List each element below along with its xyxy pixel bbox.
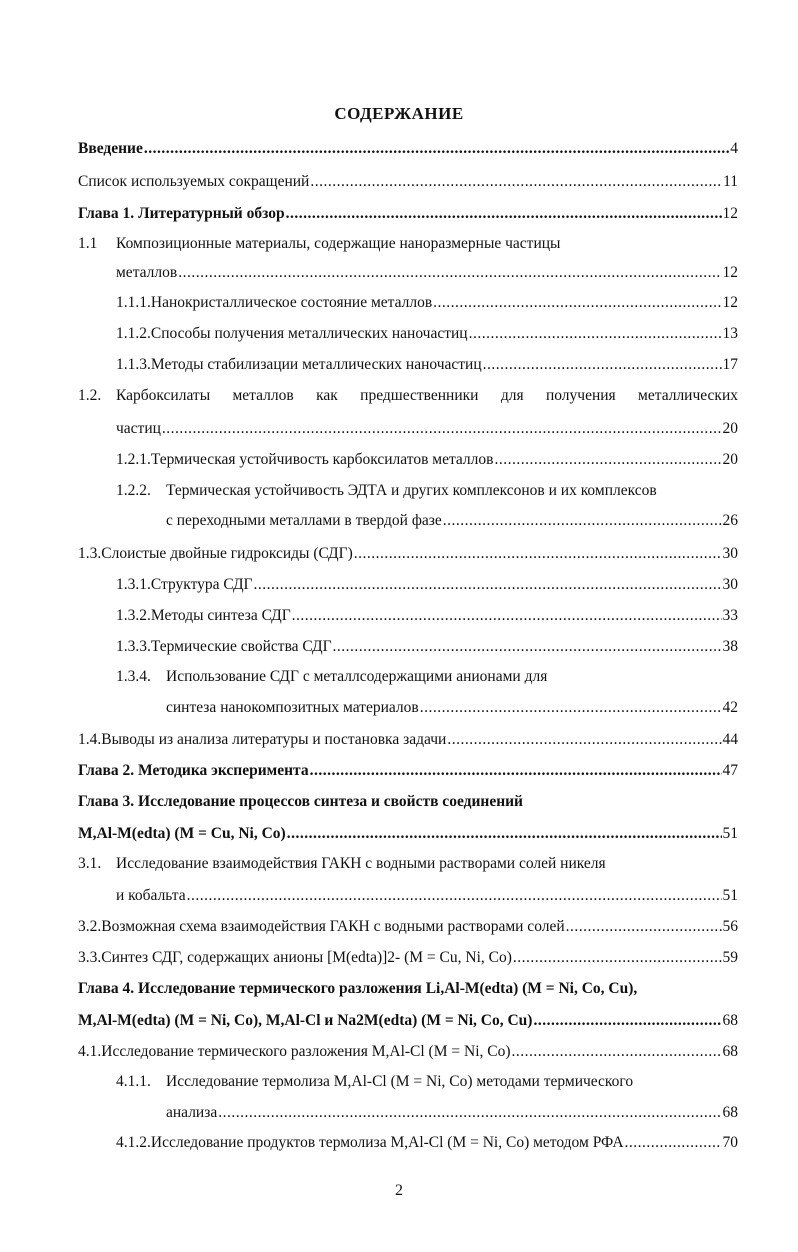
toc-entry[interactable] [78, 233, 738, 255]
toc-entry[interactable] [116, 480, 738, 502]
toc-entry[interactable] [78, 138, 738, 160]
dot-leader [310, 171, 722, 193]
toc-entry-number: 3.1. [78, 855, 102, 872]
toc-entry-page: 70 [722, 1134, 738, 1151]
toc-entry-number: 1.2. [78, 387, 102, 404]
toc-entry[interactable] [78, 203, 738, 225]
dot-leader [178, 262, 721, 284]
toc-entry[interactable] [78, 729, 738, 751]
toc-entry-title: Исследование взаимодействия ГАКН с водными растворами солей никеля [116, 855, 606, 872]
toc-entry[interactable] [78, 916, 738, 938]
toc-entry-number: 1.2.2. [116, 482, 151, 499]
toc-entry-page: 68 [722, 1104, 738, 1121]
dot-leader [162, 418, 722, 440]
dot-leader [483, 354, 722, 376]
toc-entry-number: 1.2.1. [116, 451, 151, 468]
toc-entry[interactable] [78, 760, 738, 782]
dot-leader [443, 510, 722, 532]
page-title: СОДЕРЖАНИЕ [334, 104, 464, 123]
toc-entry-continuation[interactable] [78, 823, 738, 845]
dot-leader [333, 636, 722, 658]
toc-entry-number: 1.1.2. [116, 325, 151, 342]
toc-entry[interactable] [116, 1071, 738, 1093]
toc-entry-page: 44 [722, 731, 738, 748]
toc-entry[interactable] [78, 385, 738, 407]
toc-entry[interactable] [78, 171, 738, 193]
toc-entry-title: Карбоксилаты металлов как предшественники для получения металлических [116, 387, 738, 404]
toc-entry-page: 12 [722, 264, 738, 281]
toc-entry-page: 4 [730, 140, 738, 157]
toc-entry-number: 1.1 [78, 235, 98, 252]
toc-entry-page: 30 [722, 576, 738, 593]
toc-entry-number: 1.3.1. [116, 576, 151, 593]
toc-entry-number: 4.1.2. [116, 1134, 151, 1151]
toc-entry[interactable] [116, 292, 738, 314]
toc-entry[interactable] [116, 354, 738, 376]
toc-entry-number: 1.3.3. [116, 638, 151, 655]
toc-entry-page: 51 [722, 825, 738, 842]
dot-leader [420, 697, 722, 719]
toc-entry-continuation[interactable] [166, 1102, 738, 1124]
dot-leader [447, 729, 721, 751]
toc-entry[interactable] [116, 636, 738, 658]
dot-leader [218, 1102, 721, 1124]
toc-entry-title: Методы стабилизации металлических наночастиц [150, 356, 482, 373]
toc-entry-page: 12 [722, 294, 738, 311]
dot-leader [533, 1010, 721, 1032]
toc-entry[interactable] [78, 853, 738, 875]
toc-entry-title: Список используемых сокращений [78, 173, 310, 190]
toc-entry-title: Исследование продуктов термолиза M,Al-Cl (M = Ni, Co) методом РФА [150, 1134, 624, 1151]
dot-leader [433, 292, 721, 314]
toc-entry-title: Композиционные материалы, содержащие наноразмерные частицы [116, 235, 561, 252]
toc-entry-title: металлов [116, 264, 178, 281]
toc-entry-page: 56 [722, 918, 738, 935]
toc-entry-page: 42 [722, 699, 738, 716]
toc-entry-number: 3.2. [78, 918, 102, 935]
toc-entry-title: Исследование термолиза M,Al-Cl (M = Ni, Co) методами термического [166, 1073, 634, 1090]
toc-entry-title: Термические свойства СДГ [150, 638, 332, 655]
toc-entry-title: Термическая устойчивость ЭДТА и других комплексонов и их комплексов [166, 482, 657, 499]
page-number: 2 [395, 1182, 403, 1199]
toc-entry-continuation[interactable] [116, 418, 738, 440]
toc-entry-title: Слоистые двойные гидроксиды (СДГ) [101, 545, 353, 562]
toc-entry-title: Глава 3. Исследование процессов синтеза и свойств соединений [78, 793, 523, 810]
toc-entry-page: 33 [722, 607, 738, 624]
toc-entry-page: 68 [722, 1043, 738, 1060]
toc-entry[interactable] [78, 978, 738, 1000]
toc-entry-page: 20 [722, 420, 738, 437]
toc-entry-page: 51 [722, 887, 738, 904]
toc-entry-title: Выводы из анализа литературы и постановка задачи [101, 731, 447, 748]
toc-entry-page: 30 [722, 545, 738, 562]
toc-entry-number: 1.4. [78, 731, 102, 748]
toc-entry-title: частиц [116, 420, 161, 437]
toc-entry[interactable] [116, 1132, 738, 1154]
dot-leader [292, 605, 722, 627]
dot-leader [469, 323, 722, 345]
toc-entry-title: с переходными металлами в твердой фазе [166, 512, 442, 529]
dot-leader [513, 947, 722, 969]
toc-entry-page: 17 [722, 356, 738, 373]
toc-entry-number: 1.3. [78, 545, 102, 562]
toc-entry[interactable] [78, 791, 738, 813]
toc-entry-page: 59 [722, 949, 738, 966]
toc-entry-continuation[interactable] [116, 885, 738, 907]
toc-entry-continuation[interactable] [166, 697, 738, 719]
dot-leader [354, 543, 722, 565]
toc-entry[interactable] [116, 666, 738, 688]
toc-entry-continuation[interactable] [78, 1010, 738, 1032]
dot-leader [286, 203, 722, 225]
toc-entry-page: 12 [722, 205, 738, 222]
toc-entry-number: 4.1.1. [116, 1073, 151, 1090]
toc-entry-page: 38 [722, 638, 738, 655]
dot-leader [144, 138, 729, 160]
toc-entry-continuation[interactable] [116, 262, 738, 284]
toc-entry-page: 13 [722, 325, 738, 342]
dot-leader [287, 823, 722, 845]
toc-entry-title: Введение [78, 140, 143, 157]
toc-entry-title: и кобальта [116, 887, 186, 904]
toc-entry-title: Нанокристаллическое состояние металлов [150, 294, 433, 311]
toc-entry[interactable] [116, 605, 738, 627]
dot-leader [566, 916, 722, 938]
dot-leader [625, 1132, 722, 1154]
toc-entry-title: M,Al-M(edta) (M = Ni, Co), M,Al-Cl и Na2M(edta) (M = Ni, Co, Cu) [78, 1012, 533, 1029]
toc-entry-number: 1.1.3. [116, 356, 151, 373]
toc-entry-title: анализа [166, 1104, 218, 1121]
dot-leader [254, 574, 722, 596]
toc-entry-title: Способы получения металлических наночастиц [150, 325, 468, 342]
toc-entry-title: Использование СДГ с металлсодержащими анионами для [166, 668, 548, 685]
toc-entry-title: M,Al-M(edta) (M = Cu, Ni, Co) [78, 825, 286, 842]
toc-entry-title: Глава 2. Методика эксперимента [78, 762, 309, 779]
toc-entry[interactable] [78, 947, 738, 969]
toc-entry-page: 47 [722, 762, 738, 779]
toc-entry-number: 1.1.1. [116, 294, 151, 311]
dot-leader [494, 449, 721, 471]
toc-entry-title: Структура СДГ [150, 576, 253, 593]
toc-entry-title: синтеза нанокомпозитных материалов [166, 699, 419, 716]
toc-entry-title: Исследование термического разложения M,Al-Cl (M = Ni, Co) [101, 1043, 511, 1060]
toc-entry-number: 4.1. [78, 1043, 102, 1060]
toc-entry-page: 26 [722, 512, 738, 529]
toc-entry-title: Возможная схема взаимодействия ГАКН с водными растворами солей [101, 918, 565, 935]
toc-entry-page: 20 [722, 451, 738, 468]
toc-entry-number: 1.3.2. [116, 607, 151, 624]
toc-entry[interactable] [116, 323, 738, 345]
toc-entry[interactable] [78, 1041, 738, 1063]
toc-entry-page: 11 [723, 173, 738, 190]
dot-leader [512, 1041, 722, 1063]
toc-entry-title: Синтез СДГ, содержащих анионы [M(edta)]2- (M = Cu, Ni, Co) [101, 949, 512, 966]
dot-leader [187, 885, 722, 907]
toc-entry[interactable] [78, 543, 738, 565]
toc-entry[interactable] [116, 574, 738, 596]
toc-entry-number: 1.3.4. [116, 668, 151, 685]
toc-entry-title: Методы синтеза СДГ [150, 607, 291, 624]
toc-entry-title: Термическая устойчивость карбоксилатов металлов [150, 451, 494, 468]
toc-entry-title: Глава 4. Исследование термического разложения Li,Al-M(edta) (M = Ni, Co, Cu), [78, 980, 638, 997]
toc-entry-title: Глава 1. Литературный обзор [78, 205, 285, 222]
dot-leader [310, 760, 722, 782]
toc-entry-continuation[interactable] [166, 510, 738, 532]
toc-entry-number: 3.3. [78, 949, 102, 966]
toc-entry[interactable] [116, 449, 738, 471]
toc-entry-page: 68 [722, 1012, 738, 1029]
